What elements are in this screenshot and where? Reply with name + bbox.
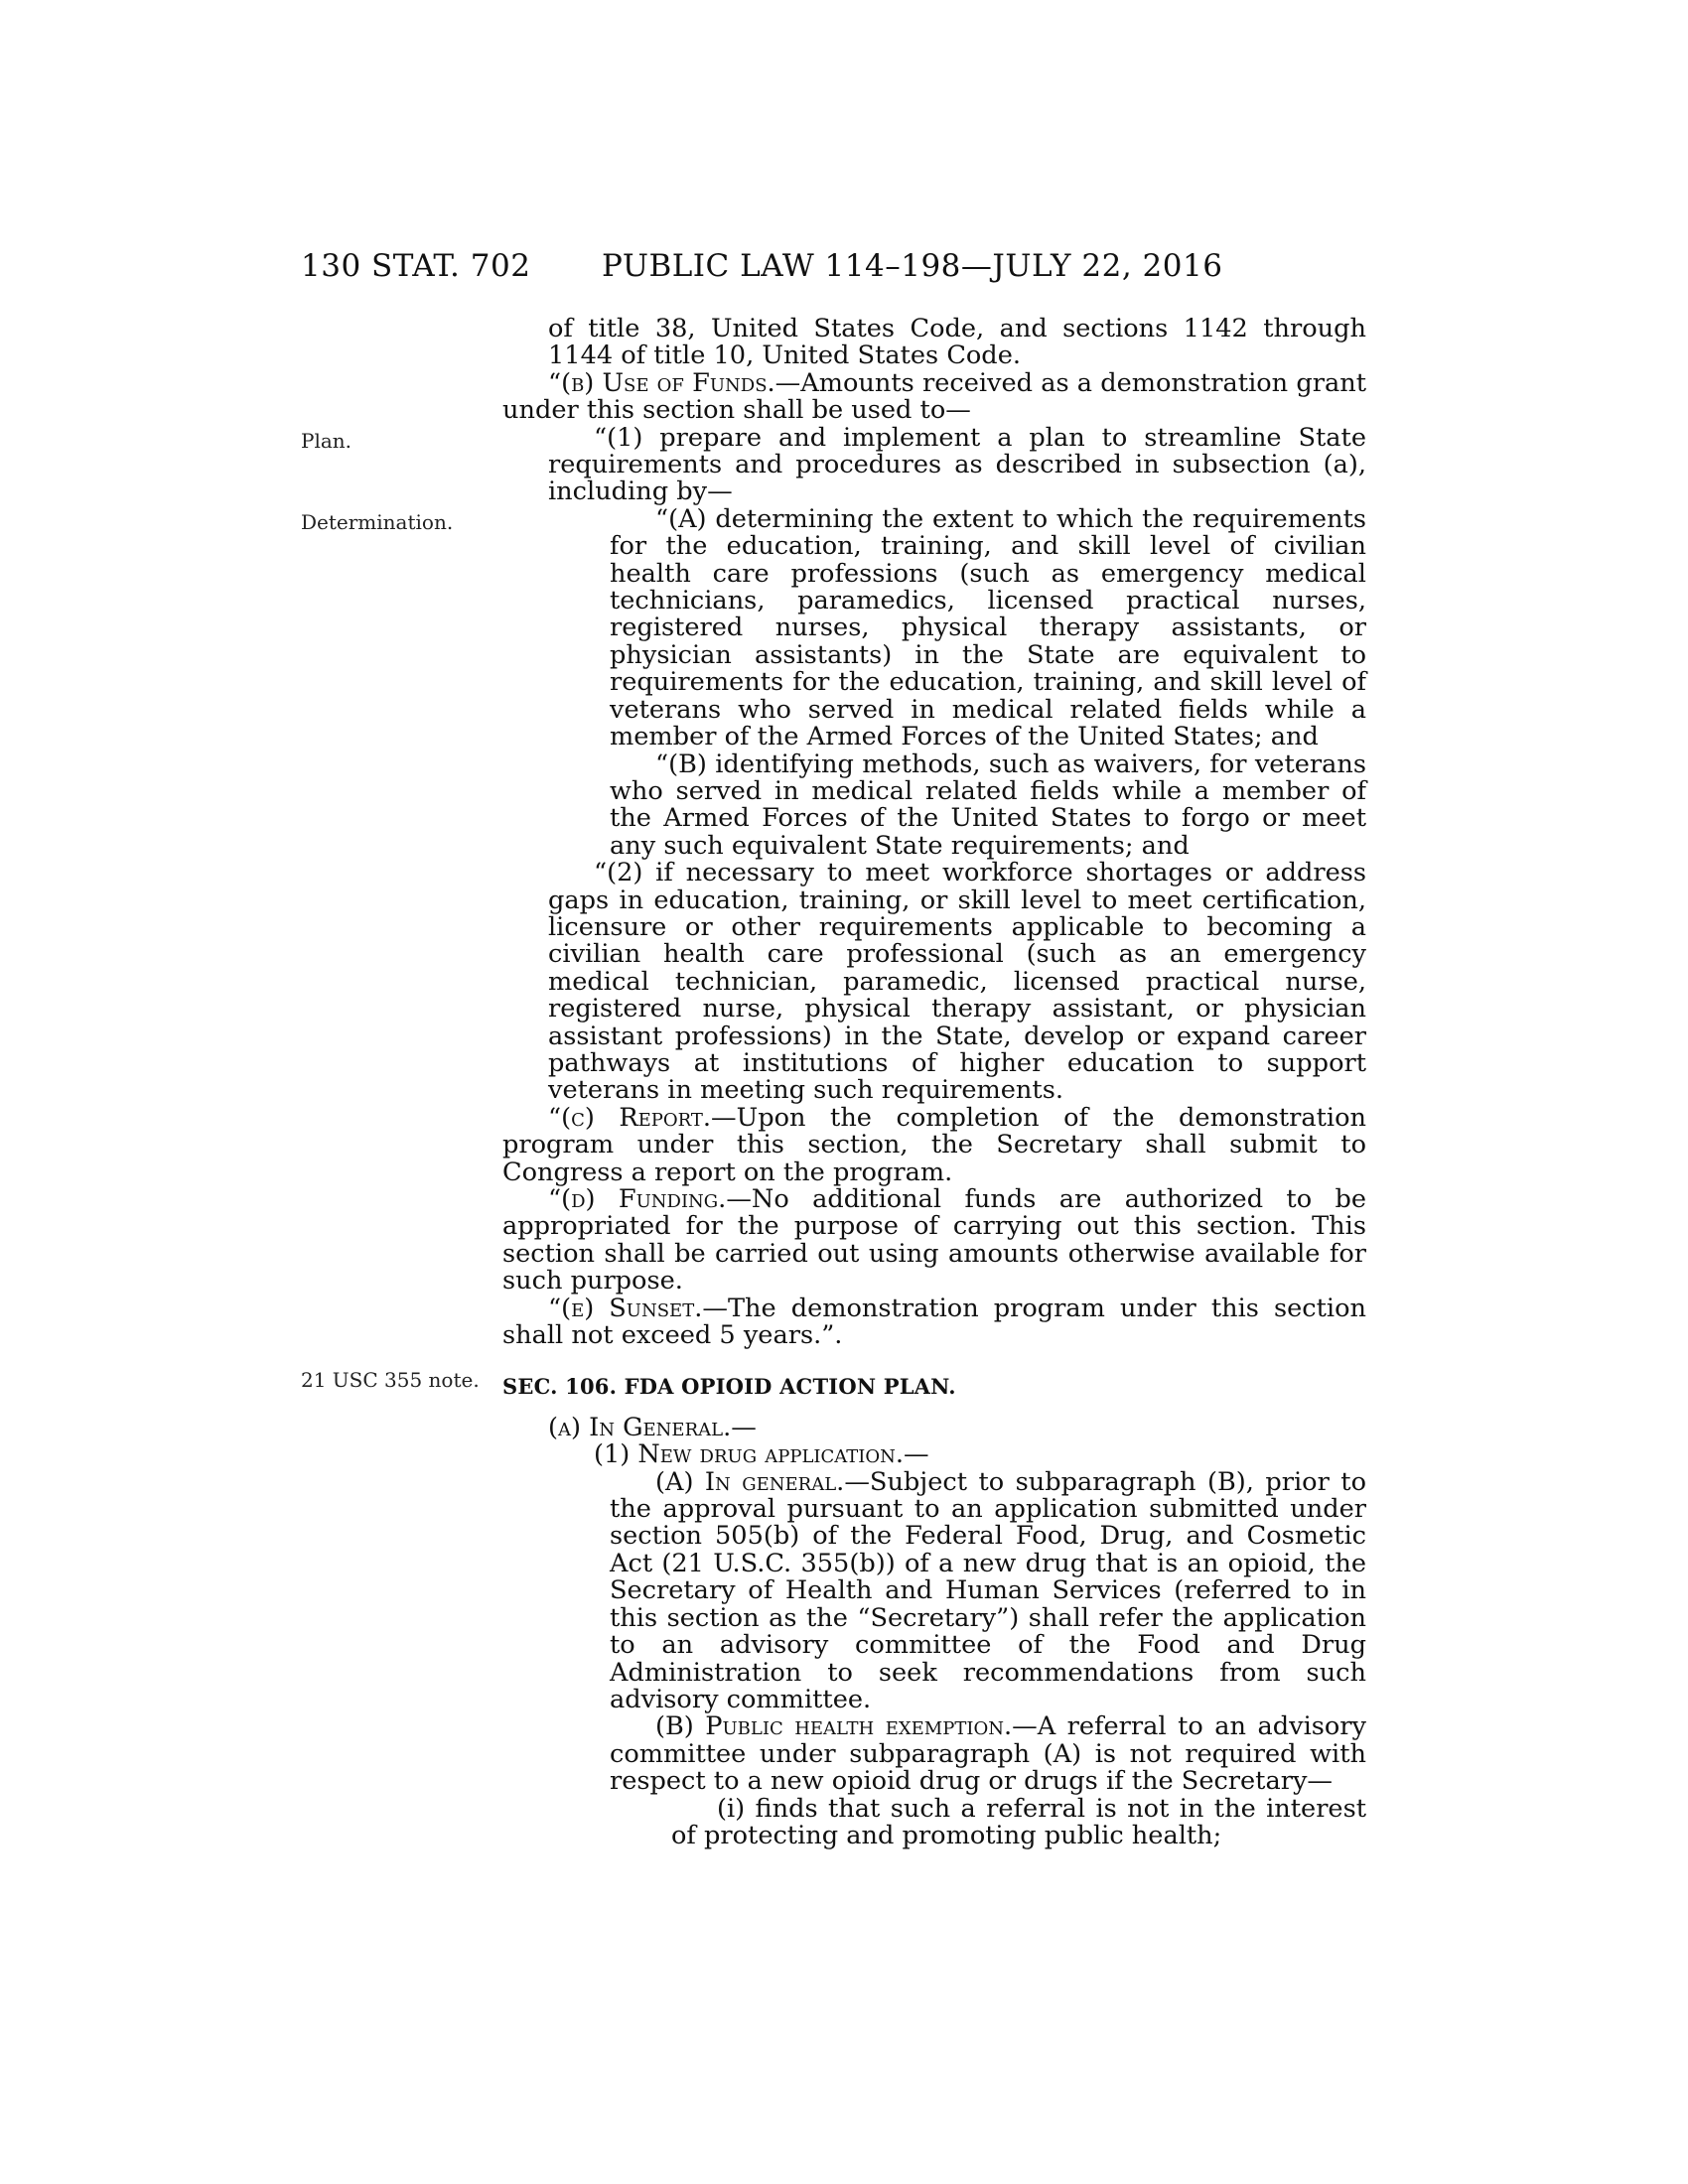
subsection-a-heading: (a) In General.— <box>548 1412 757 1442</box>
subsection-b-heading: “(b) Use of Funds. <box>548 367 775 398</box>
statute-page-number: 130 STAT. 702 <box>301 248 531 284</box>
subsection-c-text: —Upon the completion of the demonstration program under this section, the Secretary shall submit to Congress a report on the program. <box>502 1102 1367 1187</box>
subsection-d-text: —No additional funds are authorized to be appropriated for the purpose of carrying out this section. This section shall be carried out using amounts otherwise available for such purpose. <box>502 1184 1367 1297</box>
section-title: SEC. 106. FDA OPIOID ACTION PLAN. <box>502 1374 956 1400</box>
paragraph-a1-heading: (1) New drug application.— <box>594 1439 929 1470</box>
subparagraph-aB-text: —A referral to an advisory committee under subparagraph (A) is not required with respect to a new opioid drug or drugs if the Secretary— <box>610 1711 1366 1797</box>
statute-body <box>502 316 1366 1849</box>
subparagraph-A: “(A) determining the extent to which the requirements for the education, training, and skill level of civilian health care professions (such as emergency medical technicians, paramedics, licensed practical nurses, registered nurses, physical therapy assistants, or physician assistants) in the State are equivalent to requirements for the education, training, and skill level of veterans who served in medical related fields while a member of the Armed Forces of the United States; and <box>610 503 1366 752</box>
paragraph-continued: of title 38, United States Code, and sections 1142 through 1144 of title 10, United States Code. <box>548 314 1366 371</box>
subsection-c-heading: “(c) Report. <box>548 1102 712 1133</box>
subparagraph-aB-heading: (B) Public health exemption. <box>655 1711 1013 1742</box>
subparagraph-aB <box>502 1713 1366 1795</box>
subparagraph-aA-text: —Subject to subparagraph (B), prior to the approval pursuant to an application submitted under section 505(b) of the Federal Food, Drug, and Cosmetic Act (21 U.S.C. 355(b)) of a new drug that is an opioid, the Secretary of Health and Human Services (referred to in this section as the “Secretary”) shall refer the application to an advisory committee of the Food and Drug Administration to seek recommendations from such advisory committee. <box>610 1466 1366 1714</box>
clause-i: (i) finds that such a referral is not in the interest of protecting and promoting public health; <box>671 1793 1366 1850</box>
subsection-e-heading: “(e) Sunset. <box>548 1293 703 1323</box>
margin-note-plan: Plan. <box>301 429 352 453</box>
subsection-d <box>502 1186 1366 1296</box>
subparagraph-aA <box>502 1466 1366 1714</box>
subsection-e <box>502 1293 1366 1351</box>
subsection-c <box>502 1102 1367 1187</box>
subsection-e-text: —The demonstration program under this section shall not exceed 5 years.”. <box>502 1293 1366 1351</box>
subparagraph-B: “(B) identifying methods, such as waivers, for veterans who served in medical related fields while a member of the Armed Forces of the United States to forgo or meet any such equivalent State requirements; and <box>610 749 1366 861</box>
subparagraph-aA-heading: (A) In general. <box>655 1466 845 1497</box>
running-header: PUBLIC LAW 114–198—JULY 22, 2016 <box>602 248 1223 284</box>
paragraph-1: “(1) prepare and implement a plan to streamline State requirements and procedures as described in subsection (a), including by— <box>548 422 1366 507</box>
margin-note-determination: Determination. <box>301 510 454 534</box>
subsection-b-text: —Amounts received as a demonstration grant under this section shall be used to— <box>502 367 1366 426</box>
subsection-d-heading: “(d) Funding. <box>548 1184 727 1214</box>
paragraph-2: “(2) if necessary to meet workforce shortages or address gaps in education, training, or skill level to meet certification, licensure or other requirements applicable to becoming a civilian health care professional (such as an emergency medical technician, paramedic, licensed practical nurse, registered nurse, physical therapy assistant, or physician assistant professions) in the State, develop or expand career pathways at institutions of higher education to support veterans in meeting such requirements. <box>548 858 1366 1106</box>
margin-note-usc: 21 USC 355 note. <box>301 1368 480 1392</box>
subsection-b <box>502 367 1366 426</box>
